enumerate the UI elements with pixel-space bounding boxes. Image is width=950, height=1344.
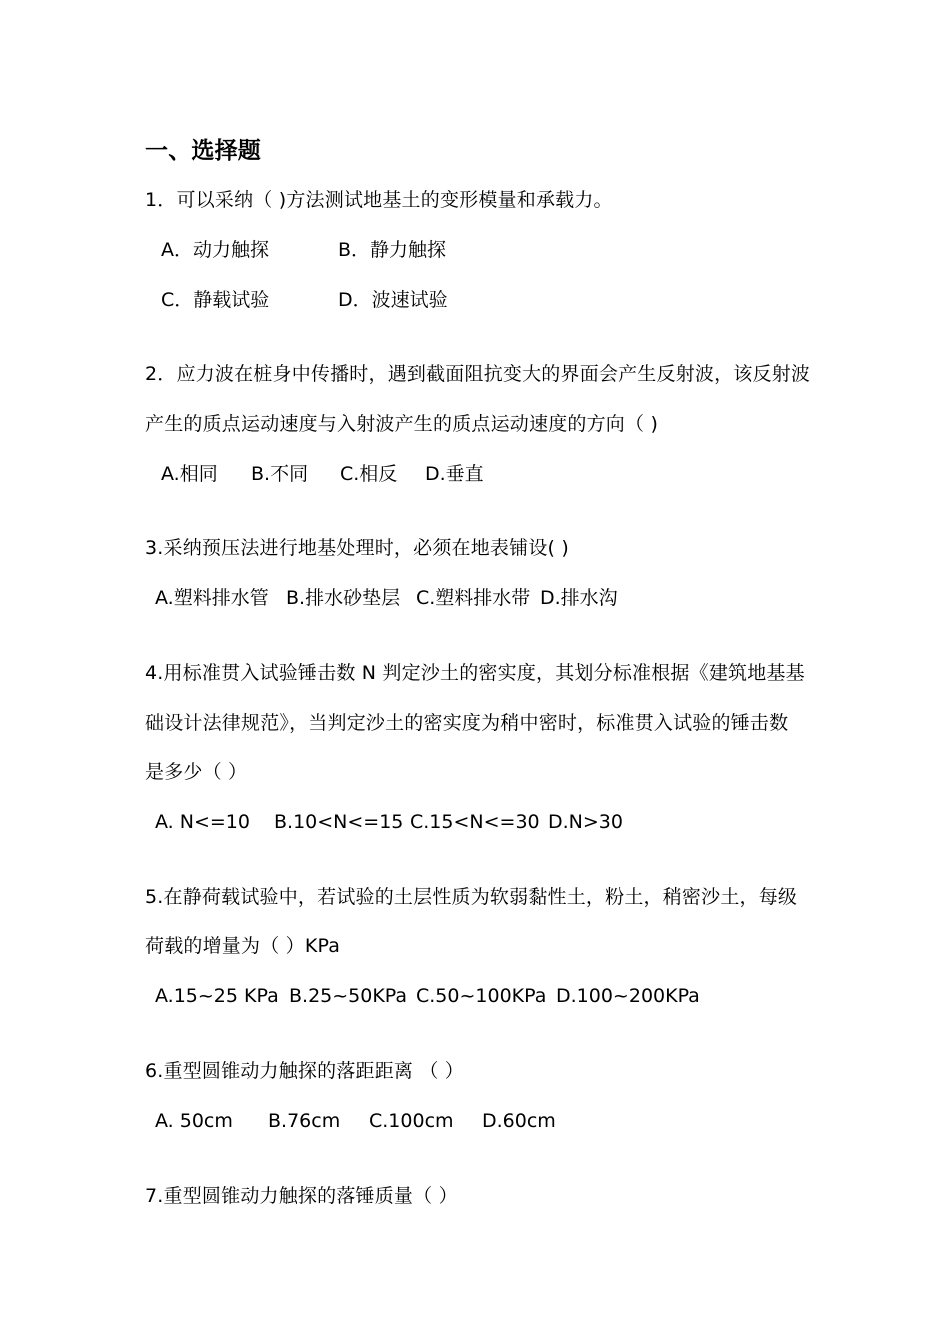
question-2-option-d: D.垂直: [425, 463, 484, 485]
question-4-text-line-3: 是多少（ ）: [145, 761, 248, 783]
question-7-text: 7.重型圆锥动力触探的落锤质量（ ）: [145, 1185, 458, 1207]
question-5-text-line-2: 荷载的增量为（ ）KPa: [145, 935, 341, 957]
question-1-option-a: A．动力触探: [161, 239, 269, 261]
question-3-option-c: C.塑料排水带: [416, 587, 531, 609]
section-title: 一、选择题: [145, 138, 261, 164]
question-5-option-c: C.50~100KPa: [416, 985, 547, 1007]
question-5-option-d: D.100~200KPa: [556, 985, 700, 1007]
question-2-option-a: A.相同: [161, 463, 218, 485]
question-4-option-c: C.15<N<=30: [410, 811, 540, 833]
question-3-option-a: A.塑料排水管: [155, 587, 269, 609]
question-1-option-d: D．波速试验: [338, 289, 448, 311]
question-2-option-b: B.不同: [251, 463, 309, 485]
question-5-option-b: B.25~50KPa: [289, 985, 408, 1007]
question-3-option-d: D.排水沟: [540, 587, 618, 609]
question-2-text-line-1: 2．应力波在桩身中传播时，遇到截面阻抗变大的界面会产生反射波，该反射波: [145, 363, 811, 385]
question-4-text-line-2: 础设计法律规范》，当判定沙土的密实度为稍中密时，标准贯入试验的锤击数: [145, 712, 789, 734]
question-5-text-line-1: 5.在静荷载试验中，若试验的土层性质为软弱黏性土，粉土，稍密沙土，每级: [145, 886, 798, 908]
question-4-option-a: A. N<=10: [155, 811, 250, 833]
question-6-text: 6.重型圆锥动力触探的落距距离 （ ）: [145, 1060, 465, 1082]
question-3-option-b: B.排水砂垫层: [286, 587, 401, 609]
question-1-option-c: C．静载试验: [161, 289, 270, 311]
question-6-option-d: D.60cm: [482, 1110, 556, 1132]
question-2-text-line-2: 产生的质点运动速度与入射波产生的质点运动速度的方向（ ): [145, 413, 659, 435]
question-1-option-b: B．静力触探: [338, 239, 447, 261]
question-3-text: 3.采纳预压法进行地基处理时，必须在地表铺设( ): [145, 537, 569, 559]
question-6-option-a: A. 50cm: [155, 1110, 233, 1132]
question-4-option-d: D.N>30: [548, 811, 623, 833]
question-4-option-b: B.10<N<=15: [274, 811, 404, 833]
question-2-option-c: C.相反: [340, 463, 398, 485]
question-5-option-a: A.15~25 KPa: [155, 985, 279, 1007]
question-4-text-line-1: 4.用标准贯入试验锤击数 N 判定沙土的密实度，其划分标准根据《建筑地基基: [145, 662, 805, 684]
question-6-option-c: C.100cm: [369, 1110, 454, 1132]
question-1-text: 1．可以采纳（ )方法测试地基土的变形模量和承载力。: [145, 189, 613, 211]
question-6-option-b: B.76cm: [268, 1110, 341, 1132]
